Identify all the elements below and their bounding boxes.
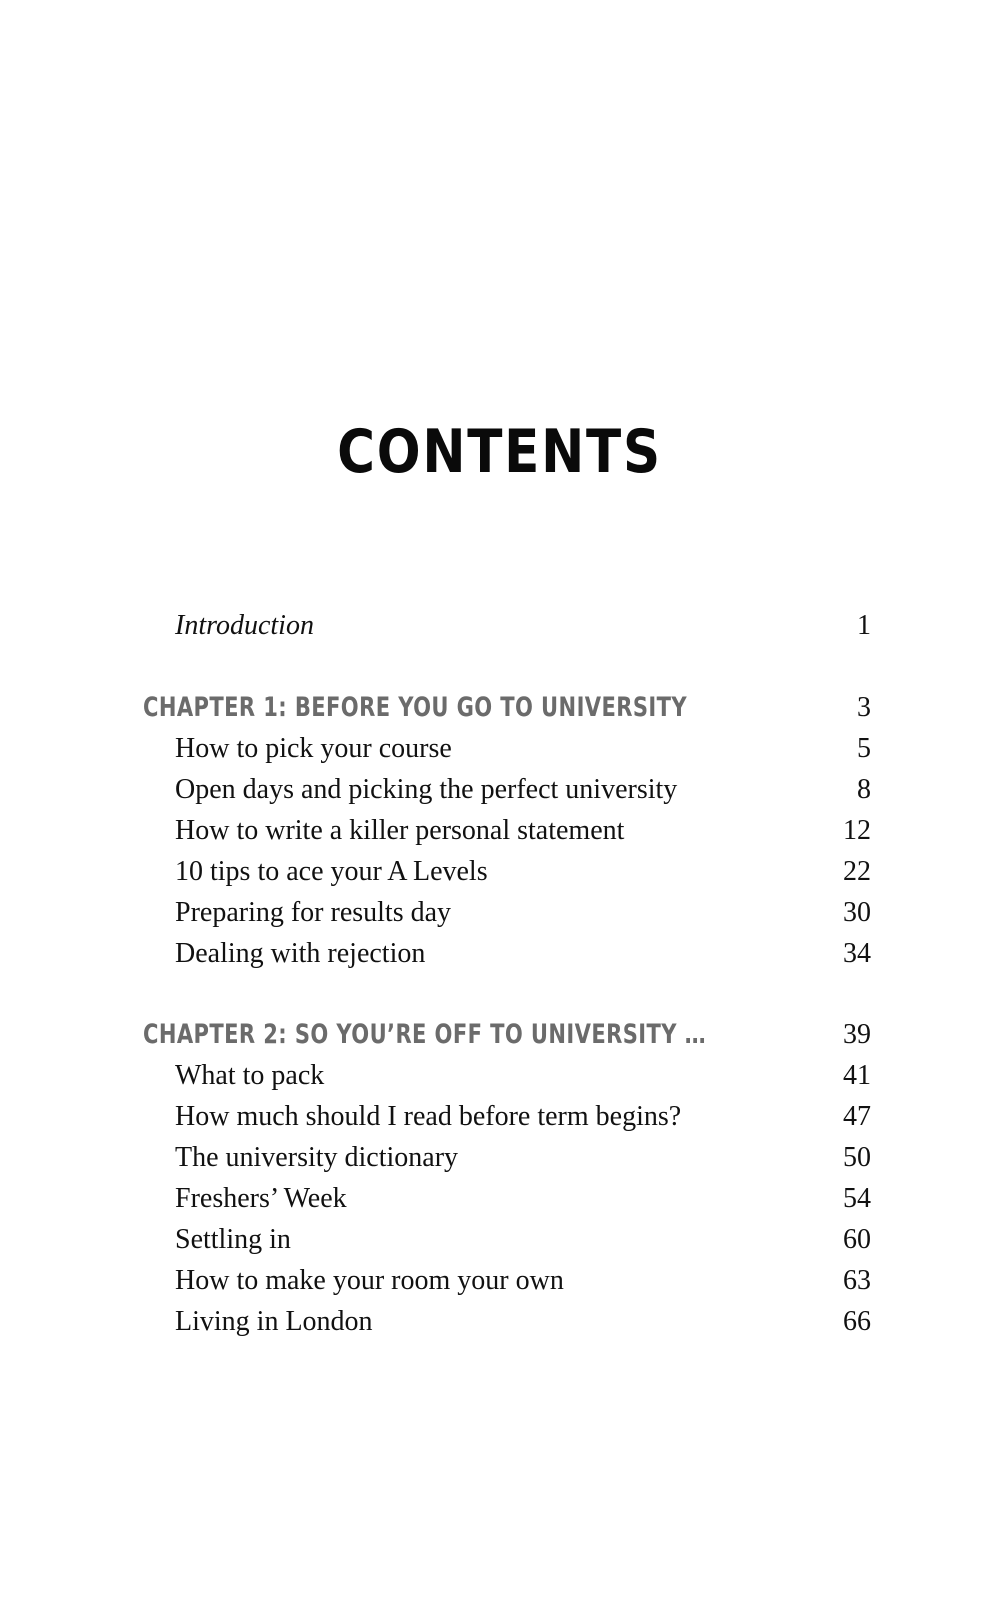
toc-entry[interactable] [0,852,999,892]
toc-page-number: 34 [843,938,871,969]
toc-entry-label: How to write a killer personal statement [175,815,625,846]
page-title: CONTENTS [337,417,662,487]
toc-entry[interactable] [0,770,999,810]
toc-entry-label: How to make your room your own [175,1265,564,1296]
toc-entry[interactable] [0,811,999,851]
toc-entry-label: The university dictionary [175,1142,459,1173]
toc-entry-introduction[interactable] [0,606,999,646]
toc-entry[interactable] [0,1097,999,1137]
toc-page-number: 63 [843,1265,871,1296]
toc-entry-label: Preparing for results day [175,897,452,928]
toc-page-number: 5 [857,733,871,764]
toc-page-number: 66 [843,1306,871,1337]
toc-chapter-1[interactable] [0,688,999,728]
toc-entry-label: Settling in [175,1224,291,1255]
toc-entry[interactable] [0,1138,999,1178]
toc-entry-label: Dealing with rejection [175,938,426,969]
toc-entry-label: How to pick your course [175,733,452,764]
toc-entry-label: Introduction [175,610,314,641]
toc-page-number: 60 [843,1224,871,1255]
toc-entry[interactable] [0,729,999,769]
toc-entry[interactable] [0,1179,999,1219]
toc-entry-label: Living in London [175,1306,373,1337]
toc-page-number: 3 [857,692,871,723]
toc-page-number: 30 [843,897,871,928]
toc-entry[interactable] [0,934,999,974]
toc-entry-label: Open days and picking the perfect university [175,774,678,805]
toc-entry[interactable] [0,1261,999,1301]
toc-entry-label: Freshers’ Week [175,1183,347,1214]
toc-chapter-2[interactable] [0,1015,999,1055]
toc-page-number: 12 [843,815,871,846]
toc-entry[interactable] [0,1302,999,1342]
toc-entry[interactable] [0,893,999,933]
toc-page-number: 1 [857,610,871,641]
toc-entry[interactable] [0,1220,999,1260]
toc-page-number: 8 [857,774,871,805]
chapter-heading: CHAPTER 2: SO YOU’RE OFF TO UNIVERSITY … [143,1019,707,1050]
toc-entry[interactable] [0,1056,999,1096]
toc-page-number: 54 [843,1183,871,1214]
toc-page-number: 47 [843,1101,871,1132]
toc-entry-label: 10 tips to ace your A Levels [175,856,488,887]
toc-page-number: 41 [843,1060,871,1091]
toc-page-number: 39 [843,1019,871,1050]
chapter-heading: CHAPTER 1: BEFORE YOU GO TO UNIVERSITY [143,692,688,723]
toc-page-number: 50 [843,1142,871,1173]
toc-page-number: 22 [843,856,871,887]
toc-entry-label: What to pack [175,1060,325,1091]
toc-entry-label: How much should I read before term begins? [175,1101,682,1132]
